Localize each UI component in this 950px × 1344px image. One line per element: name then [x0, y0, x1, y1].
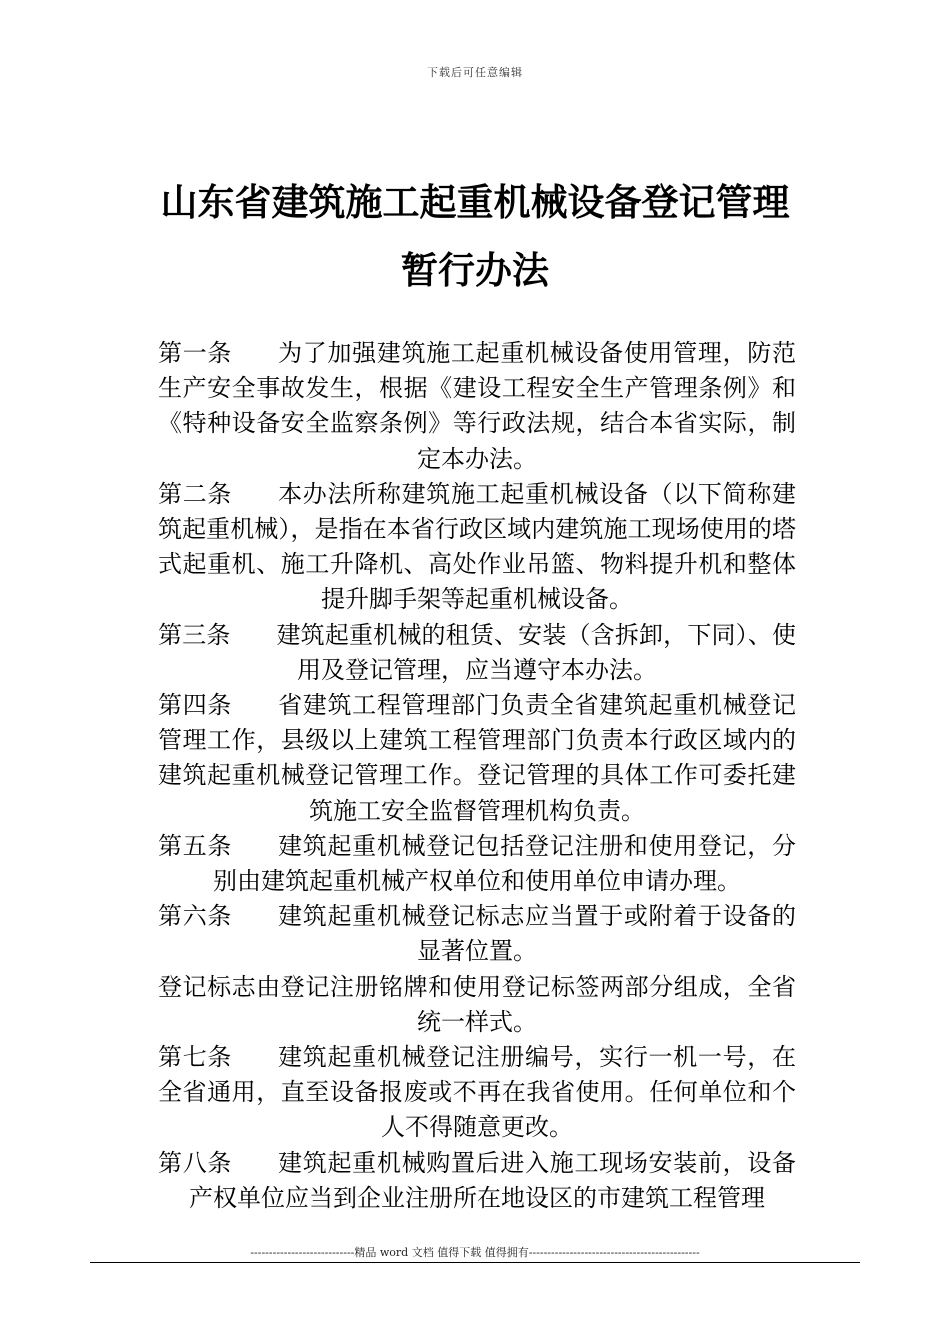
article-number: 第五条 — [158, 831, 233, 860]
article-number: 第八条 — [158, 1148, 233, 1177]
article-text: 建筑起重机械的租赁、安装（含拆卸，下同）、使用及登记管理，应当遵守本办法。 — [276, 620, 796, 684]
article-1 — [158, 336, 796, 477]
page-header-note: 下载后可任意编辑 — [427, 66, 523, 79]
article-text: 建筑起重机械登记注册编号，实行一机一号，在全省通用，直至设备报废或不再在我省使用。任何单位和个人不得随意更改。 — [158, 1043, 797, 1142]
article-text: 登记标志由登记注册铭牌和使用登记标签两部分组成，全省统一样式。 — [158, 972, 796, 1036]
article-number: 第四条 — [158, 691, 233, 720]
article-number: 第一条 — [158, 339, 233, 367]
article-number: 第二条 — [158, 479, 233, 508]
article-3 — [158, 618, 796, 688]
article-number: 第三条 — [158, 620, 231, 649]
article-text: 为了加强建筑施工起重机械设备使用管理，防范生产安全事故发生，根据《建设工程安全生产管理条例》和《特种设备安全监察条例》等行政法规，结合本省实际，制定本办法。 — [158, 339, 797, 473]
document-body — [158, 336, 796, 1216]
page-footer-note: ----------------------------精品 word 文档 值得下载 值得拥有---------------------------------------------- — [250, 1246, 700, 1259]
article-text: 本办法所称建筑施工起重机械设备（以下简称建筑起重机械），是指在本省行政区域内建筑施工现场使用的塔式起重机、施工升降机、高处作业吊篮、物料提升机和整体提升脚手架等起重机械设备。 — [158, 479, 797, 614]
article-6 — [158, 899, 796, 969]
article-number: 第六条 — [158, 902, 233, 931]
article-2 — [158, 477, 796, 618]
article-5 — [158, 829, 796, 899]
document-title-line-2: 暂行办法 — [401, 248, 549, 292]
footer-divider — [90, 1262, 860, 1263]
article-4 — [158, 688, 796, 829]
article-text: 省建筑工程管理部门负责全省建筑起重机械登记管理工作，县级以上建筑工程管理部门负责本行政区域内的建筑起重机械登记管理工作。登记管理的具体工作可委托建筑施工安全监督管理机构负责。 — [158, 691, 797, 825]
article-text: 建筑起重机械购置后进入施工现场安装前，设备产权单位应当到企业注册所在地设区的市建筑工程管理 — [189, 1148, 797, 1212]
document-title — [110, 168, 840, 304]
article-6-continuation — [158, 970, 796, 1040]
article-8 — [158, 1146, 796, 1216]
article-text: 建筑起重机械登记包括登记注册和使用登记，分别由建筑起重机械产权单位和使用单位申请办理。 — [213, 831, 797, 896]
document-title-line-1: 山东省建筑施工起重机械设备登记管理 — [160, 180, 790, 224]
article-7 — [158, 1040, 796, 1146]
article-number: 第七条 — [158, 1043, 233, 1072]
article-text: 建筑起重机械登记标志应当置于或附着于设备的显著位置。 — [278, 902, 797, 966]
